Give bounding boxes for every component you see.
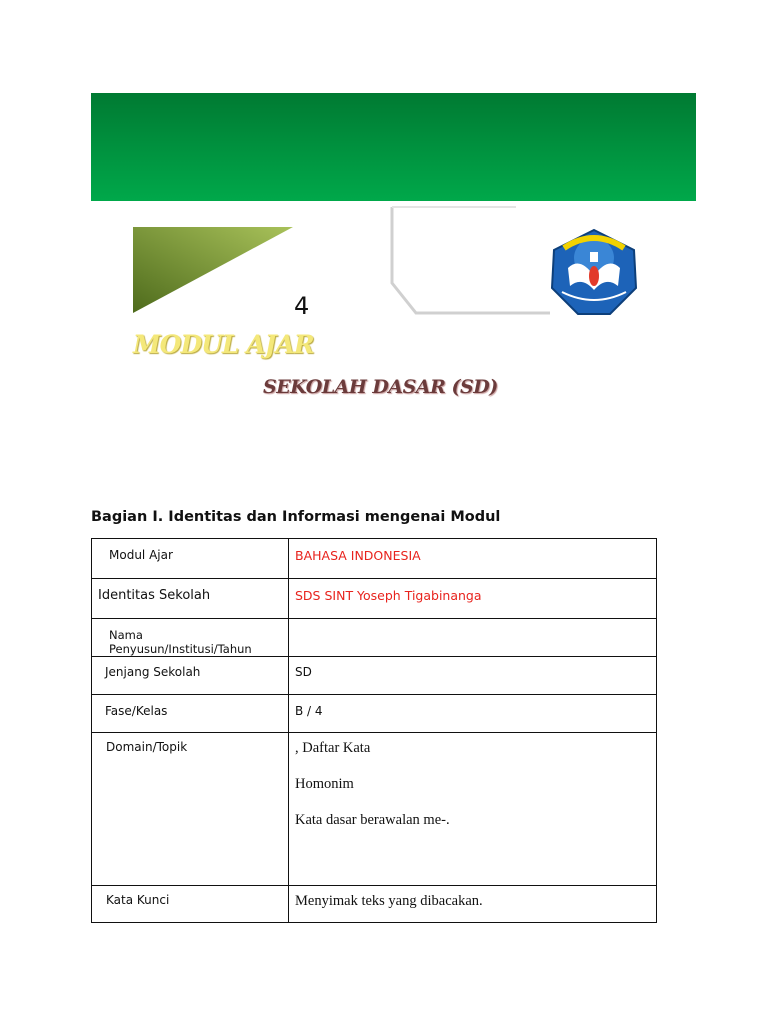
tut-wuri-handayani-logo: [550, 228, 638, 318]
row-label: [92, 695, 289, 733]
decorative-panel: [388, 205, 553, 317]
value-text: BAHASA INDONESIA: [295, 548, 421, 563]
row-label: [92, 579, 289, 619]
decorative-triangle: [133, 227, 293, 313]
value-text: SD: [295, 665, 312, 679]
value-line: Kata dasar berawalan me-.: [295, 812, 450, 828]
row-value: [289, 695, 657, 733]
header-banner: [91, 93, 696, 201]
label-text: Identitas Sekolah: [98, 588, 211, 603]
table-row: [92, 619, 657, 657]
row-label: [92, 886, 289, 923]
label-text: Nama Penyusun/Institusi/Tahun: [109, 628, 252, 656]
row-value: [289, 657, 657, 695]
row-value: [289, 733, 657, 886]
grade-number: 4: [294, 292, 310, 320]
label-text: Kata Kunci: [106, 893, 170, 907]
table-row: [92, 886, 657, 923]
row-value: [289, 619, 657, 657]
section-title: Bagian I. Identitas dan Informasi mengenai Modul: [91, 509, 501, 525]
school-level-subtitle: SEKOLAH DASAR (SD): [263, 376, 498, 398]
row-value: [289, 539, 657, 579]
value-text: Menyimak teks yang dibacakan.: [295, 893, 483, 909]
row-label: [92, 733, 289, 886]
value-text: B / 4: [295, 704, 323, 718]
table-row: [92, 539, 657, 579]
table-row: [92, 579, 657, 619]
row-label: [92, 539, 289, 579]
label-text: Fase/Kelas: [105, 704, 168, 718]
row-label: [92, 619, 289, 657]
label-text: Jenjang Sekolah: [105, 665, 201, 679]
table-row: [92, 695, 657, 733]
value-text: [289, 619, 656, 628]
table-row: [92, 733, 657, 886]
value-text: SDS SINT Yoseph Tigabinanga: [295, 588, 482, 603]
row-label: [92, 657, 289, 695]
row-value: [289, 886, 657, 923]
row-value: [289, 579, 657, 619]
modul-ajar-title: MODUL AJAR: [133, 330, 314, 359]
module-info-table: [91, 538, 657, 923]
value-line: , Daftar Kata: [295, 740, 371, 756]
label-text: Domain/Topik: [106, 740, 188, 754]
value-line: Homonim: [295, 776, 354, 792]
label-text: Modul Ajar: [109, 548, 173, 562]
table-row: [92, 657, 657, 695]
